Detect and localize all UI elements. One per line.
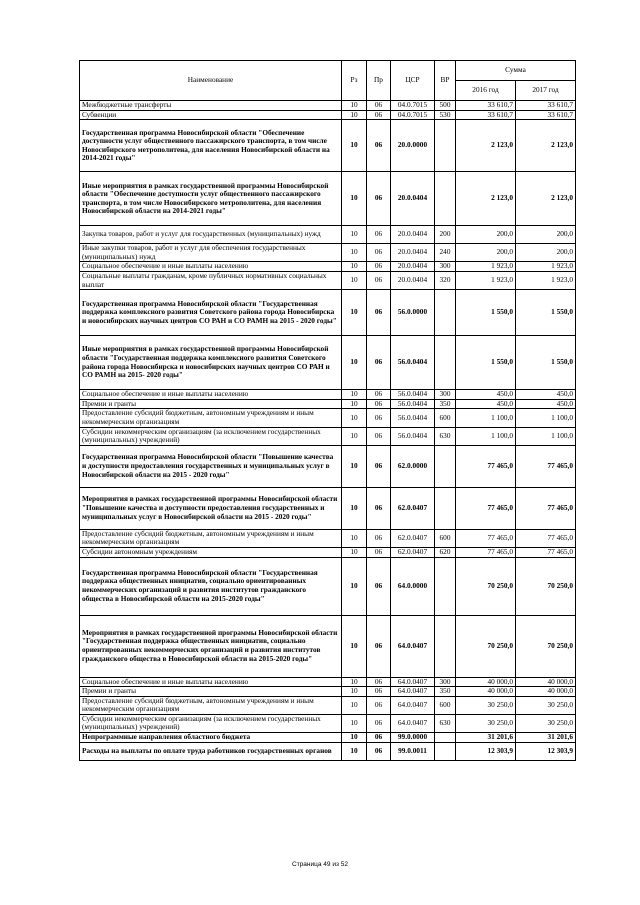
header-rz: Рз	[342, 61, 367, 101]
cell-rz: 10	[342, 445, 367, 487]
table-row	[80, 271, 576, 289]
cell-vr: 300	[435, 262, 456, 272]
cell-sum-2016: 1 550,0	[456, 290, 516, 336]
cell-vr	[435, 742, 456, 760]
cell-sum-2016: 77 465,0	[456, 529, 516, 547]
cell-name: Предоставление субсидий бюджетным, автономным учреждениям и иным некоммерческим организациям	[80, 409, 342, 427]
cell-sum-2016: 31 201,6	[456, 733, 516, 743]
cell-vr: 200	[435, 226, 456, 244]
cell-name: Субсидии некоммерческим организациям (за исключением государственных (муниципальных) учреждений)	[80, 714, 342, 732]
cell-name: Межбюджетные трансферты	[80, 101, 342, 111]
cell-rz: 10	[342, 742, 367, 760]
cell-sum-2017: 1 550,0	[516, 290, 576, 336]
cell-name: Расходы на выплаты по оплате труда работников государственных органов	[80, 742, 342, 760]
cell-vr: 320	[435, 271, 456, 289]
cell-sum-2017: 200,0	[516, 226, 576, 244]
cell-name: Субвенции	[80, 110, 342, 120]
table-row	[80, 742, 576, 760]
cell-rz: 10	[342, 409, 367, 427]
table-row	[80, 336, 576, 390]
header-year-2016: 2016 год	[456, 81, 516, 101]
cell-pr: 06	[367, 271, 391, 289]
table-row	[80, 557, 576, 615]
table-row	[80, 733, 576, 743]
cell-vr: 600	[435, 529, 456, 547]
cell-pr: 06	[367, 110, 391, 120]
cell-sum-2016: 1 550,0	[456, 336, 516, 390]
cell-csr: 20.0.0404	[391, 172, 435, 226]
cell-name: Субсидии некоммерческим организациям (за исключением государственных (муниципальных) учреждений)	[80, 427, 342, 445]
cell-rz: 10	[342, 120, 367, 172]
cell-name: Иные мероприятия в рамках государственной программы Новосибирской области "Обеспечение доступности услуг общественного пассажирского транспорта, в том числе Новосибирского метрополитена, для населения Новосибирской области на 2014-2021 годы"	[80, 172, 342, 226]
cell-rz: 10	[342, 529, 367, 547]
cell-sum-2016: 2 123,0	[456, 172, 516, 226]
header-year-2017: 2017 год	[516, 81, 576, 101]
cell-vr	[435, 487, 456, 529]
cell-pr: 06	[367, 529, 391, 547]
budget-table	[79, 60, 576, 761]
cell-csr: 64.0.0407	[391, 615, 435, 677]
cell-name: Государственная программа Новосибирской области "Государственная поддержка общественных инициатив, социально ориентированных некоммерческих организаций и развития институтов гражданского общества в Новосибирской области на 2015-2020 годы"	[80, 557, 342, 615]
table-row	[80, 290, 576, 336]
table-row	[80, 547, 576, 557]
cell-sum-2017: 1 100,0	[516, 409, 576, 427]
cell-sum-2016: 30 250,0	[456, 714, 516, 732]
cell-sum-2017: 77 465,0	[516, 445, 576, 487]
cell-vr: 600	[435, 409, 456, 427]
cell-sum-2016: 77 465,0	[456, 487, 516, 529]
cell-sum-2017: 70 250,0	[516, 557, 576, 615]
cell-csr: 56.0.0404	[391, 336, 435, 390]
cell-vr	[435, 557, 456, 615]
cell-sum-2017: 30 250,0	[516, 714, 576, 732]
table-row	[80, 244, 576, 262]
cell-pr: 06	[367, 226, 391, 244]
cell-name: Социальное обеспечение и иные выплаты населению	[80, 262, 342, 272]
cell-name: Социальное обеспечение и иные выплаты населению	[80, 390, 342, 400]
cell-pr: 06	[367, 714, 391, 732]
cell-sum-2017: 33 610,7	[516, 101, 576, 111]
cell-vr: 630	[435, 714, 456, 732]
cell-sum-2016: 40 000,0	[456, 677, 516, 687]
cell-sum-2017: 450,0	[516, 399, 576, 409]
cell-vr: 600	[435, 696, 456, 714]
cell-sum-2016: 1 923,0	[456, 271, 516, 289]
cell-vr	[435, 290, 456, 336]
cell-sum-2017: 200,0	[516, 244, 576, 262]
cell-name: Премии и гранты	[80, 399, 342, 409]
cell-rz: 10	[342, 547, 367, 557]
table-row	[80, 110, 576, 120]
cell-csr: 56.0.0404	[391, 427, 435, 445]
cell-pr: 06	[367, 101, 391, 111]
cell-vr: 300	[435, 677, 456, 687]
cell-sum-2017: 2 123,0	[516, 172, 576, 226]
cell-rz: 10	[342, 226, 367, 244]
cell-csr: 20.0.0404	[391, 262, 435, 272]
cell-vr	[435, 336, 456, 390]
cell-rz: 10	[342, 399, 367, 409]
cell-sum-2017: 1 923,0	[516, 271, 576, 289]
header-sum: Сумма	[456, 61, 576, 81]
cell-csr: 04.0.7015	[391, 110, 435, 120]
cell-rz: 10	[342, 290, 367, 336]
cell-csr: 56.0.0404	[391, 399, 435, 409]
cell-csr: 20.0.0404	[391, 244, 435, 262]
cell-pr: 06	[367, 427, 391, 445]
table-row	[80, 677, 576, 687]
cell-sum-2016: 77 465,0	[456, 445, 516, 487]
table-row	[80, 101, 576, 111]
cell-sum-2017: 2 123,0	[516, 120, 576, 172]
table-row	[80, 120, 576, 172]
cell-sum-2016: 200,0	[456, 244, 516, 262]
cell-sum-2016: 70 250,0	[456, 615, 516, 677]
cell-sum-2017: 33 610,7	[516, 110, 576, 120]
cell-rz: 10	[342, 677, 367, 687]
table-row	[80, 696, 576, 714]
cell-sum-2016: 2 123,0	[456, 120, 516, 172]
cell-csr: 56.0.0404	[391, 390, 435, 400]
cell-vr	[435, 615, 456, 677]
table-row	[80, 409, 576, 427]
cell-csr: 64.0.0407	[391, 696, 435, 714]
cell-pr: 06	[367, 445, 391, 487]
cell-csr: 64.0.0407	[391, 677, 435, 687]
table-row	[80, 427, 576, 445]
cell-pr: 06	[367, 677, 391, 687]
cell-vr	[435, 733, 456, 743]
cell-name: Предоставление субсидий бюджетным, автономным учреждениям и иным некоммерческим организациям	[80, 529, 342, 547]
cell-rz: 10	[342, 615, 367, 677]
cell-name: Мероприятия в рамках государственной программы Новосибирской области "Повышение качества и доступности предоставления государственных и муниципальных услуг в Новосибирской области на 2015 - 2020 годы"	[80, 487, 342, 529]
cell-rz: 10	[342, 487, 367, 529]
cell-csr: 20.0.0404	[391, 271, 435, 289]
cell-csr: 62.0.0000	[391, 445, 435, 487]
cell-rz: 10	[342, 172, 367, 226]
cell-sum-2017: 1 923,0	[516, 262, 576, 272]
page-number: Страница 49 из 52	[292, 861, 348, 868]
table-row	[80, 445, 576, 487]
cell-rz: 10	[342, 714, 367, 732]
cell-sum-2016: 1 100,0	[456, 409, 516, 427]
cell-pr: 06	[367, 557, 391, 615]
cell-sum-2016: 1 923,0	[456, 262, 516, 272]
cell-sum-2016: 450,0	[456, 390, 516, 400]
cell-rz: 10	[342, 336, 367, 390]
cell-pr: 06	[367, 696, 391, 714]
cell-name: Премии и гранты	[80, 687, 342, 697]
cell-sum-2016: 30 250,0	[456, 696, 516, 714]
cell-pr: 06	[367, 120, 391, 172]
cell-csr: 20.0.0000	[391, 120, 435, 172]
table-row	[80, 529, 576, 547]
cell-sum-2017: 30 250,0	[516, 696, 576, 714]
cell-sum-2016: 450,0	[456, 399, 516, 409]
cell-sum-2016: 200,0	[456, 226, 516, 244]
cell-pr: 06	[367, 244, 391, 262]
cell-sum-2017: 1 550,0	[516, 336, 576, 390]
cell-csr: 99.0.0000	[391, 733, 435, 743]
table-row	[80, 487, 576, 529]
cell-pr: 06	[367, 742, 391, 760]
cell-sum-2016: 33 610,7	[456, 101, 516, 111]
cell-pr: 06	[367, 409, 391, 427]
cell-sum-2017: 40 000,0	[516, 687, 576, 697]
cell-name: Социальное обеспечение и иные выплаты населению	[80, 677, 342, 687]
cell-sum-2017: 40 000,0	[516, 677, 576, 687]
cell-csr: 56.0.0404	[391, 409, 435, 427]
cell-rz: 10	[342, 733, 367, 743]
cell-vr: 500	[435, 101, 456, 111]
cell-pr: 06	[367, 733, 391, 743]
cell-pr: 06	[367, 290, 391, 336]
table-row	[80, 687, 576, 697]
cell-sum-2017: 31 201,6	[516, 733, 576, 743]
cell-rz: 10	[342, 390, 367, 400]
cell-vr: 350	[435, 399, 456, 409]
cell-sum-2016: 70 250,0	[456, 557, 516, 615]
cell-vr	[435, 445, 456, 487]
cell-csr: 20.0.0404	[391, 226, 435, 244]
cell-name: Иные закупки товаров, работ и услуг для обеспечения государственных (муниципальных) нужд	[80, 244, 342, 262]
table-row	[80, 172, 576, 226]
cell-rz: 10	[342, 244, 367, 262]
cell-rz: 10	[342, 110, 367, 120]
table-body	[80, 101, 576, 761]
cell-csr: 04.0.7015	[391, 101, 435, 111]
cell-sum-2016: 12 303,9	[456, 742, 516, 760]
cell-pr: 06	[367, 547, 391, 557]
cell-csr: 62.0.0407	[391, 487, 435, 529]
table-row	[80, 226, 576, 244]
cell-name: Государственная программа Новосибирской области "Обеспечение доступности услуг общественного пассажирского транспорта, в том числе Новосибирского метрополитена, для населения Новосибирской области на 2014-2021 годы"	[80, 120, 342, 172]
cell-pr: 06	[367, 262, 391, 272]
cell-name: Государственная программа Новосибирской области "Государственная поддержка комплексного развития Советского района города Новосибирска и новосибирских научных центров СО РАН и СО РАМН на 2015 - 2020 годы"	[80, 290, 342, 336]
cell-rz: 10	[342, 262, 367, 272]
cell-rz: 10	[342, 101, 367, 111]
cell-sum-2016: 1 100,0	[456, 427, 516, 445]
cell-rz: 10	[342, 696, 367, 714]
cell-pr: 06	[367, 615, 391, 677]
header-csr: ЦСР	[391, 61, 435, 101]
cell-sum-2017: 70 250,0	[516, 615, 576, 677]
cell-csr: 64.0.0407	[391, 687, 435, 697]
table-row	[80, 390, 576, 400]
table-row	[80, 399, 576, 409]
cell-vr	[435, 120, 456, 172]
cell-name: Иные мероприятия в рамках государственной программы Новосибирской области "Государственная поддержка комплексного развития Советского района города Новосибирска и новосибирских научных центров СО РАН и СО РАМН на 2015- 2020 годы"	[80, 336, 342, 390]
table-row	[80, 262, 576, 272]
cell-sum-2016: 40 000,0	[456, 687, 516, 697]
cell-sum-2016: 77 465,0	[456, 547, 516, 557]
cell-name: Социальные выплаты гражданам, кроме публичных нормативных социальных выплат	[80, 271, 342, 289]
table-row	[80, 615, 576, 677]
cell-name: Непрограммные направления областного бюджета	[80, 733, 342, 743]
cell-sum-2017: 12 303,9	[516, 742, 576, 760]
cell-pr: 06	[367, 399, 391, 409]
cell-vr: 240	[435, 244, 456, 262]
cell-pr: 06	[367, 390, 391, 400]
cell-vr: 630	[435, 427, 456, 445]
cell-name: Субсидии автономным учреждениям	[80, 547, 342, 557]
cell-rz: 10	[342, 557, 367, 615]
cell-pr: 06	[367, 687, 391, 697]
cell-vr: 620	[435, 547, 456, 557]
header-name: Наименование	[80, 61, 342, 101]
cell-sum-2017: 450,0	[516, 390, 576, 400]
cell-rz: 10	[342, 271, 367, 289]
cell-pr: 06	[367, 336, 391, 390]
table-row	[80, 714, 576, 732]
cell-csr: 64.0.0000	[391, 557, 435, 615]
cell-sum-2017: 1 100,0	[516, 427, 576, 445]
cell-name: Предоставление субсидий бюджетным, автономным учреждениям и иным некоммерческим организациям	[80, 696, 342, 714]
cell-vr: 300	[435, 390, 456, 400]
cell-sum-2017: 77 465,0	[516, 529, 576, 547]
cell-vr	[435, 172, 456, 226]
cell-csr: 56.0.0000	[391, 290, 435, 336]
cell-name: Мероприятия в рамках государственной программы Новосибирской области "Государственная поддержка общественных инициатив, социально ориентированных некоммерческих организаций и развития институтов гражданского общества в Новосибирской области на 2015-2020 годы"	[80, 615, 342, 677]
cell-pr: 06	[367, 172, 391, 226]
cell-name: Закупка товаров, работ и услуг для государственных (муниципальных) нужд	[80, 226, 342, 244]
cell-vr: 530	[435, 110, 456, 120]
cell-name: Государственная программа Новосибирской области "Повышение качества и доступности предоставления государственных и муниципальных услуг в Новосибирской области на 2015 - 2020 годы"	[80, 445, 342, 487]
cell-csr: 62.0.0407	[391, 547, 435, 557]
header-vr: ВР	[435, 61, 456, 101]
cell-vr: 350	[435, 687, 456, 697]
cell-sum-2016: 33 610,7	[456, 110, 516, 120]
cell-pr: 06	[367, 487, 391, 529]
header-pr: Пр	[367, 61, 391, 101]
cell-csr: 99.0.0011	[391, 742, 435, 760]
cell-sum-2017: 77 465,0	[516, 547, 576, 557]
cell-sum-2017: 77 465,0	[516, 487, 576, 529]
cell-rz: 10	[342, 687, 367, 697]
cell-csr: 64.0.0407	[391, 714, 435, 732]
cell-rz: 10	[342, 427, 367, 445]
cell-csr: 62.0.0407	[391, 529, 435, 547]
